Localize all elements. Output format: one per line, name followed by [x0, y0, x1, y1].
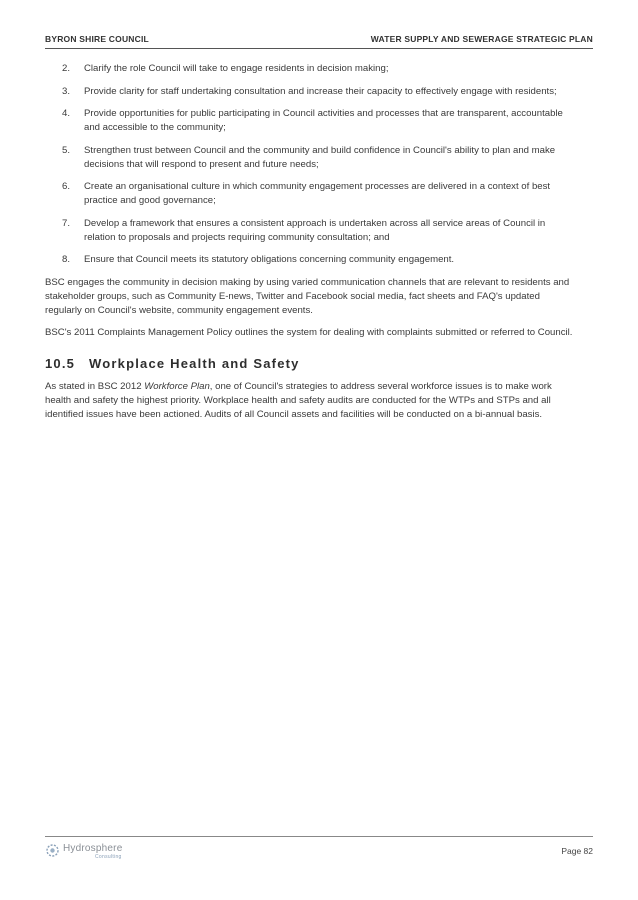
list-item-number: 4.	[62, 108, 71, 119]
list-item	[45, 107, 578, 135]
complaints-paragraph: BSC's 2011 Complaints Management Policy outlines the system for dealing with complaints submitted or referred to Council.	[45, 326, 573, 338]
hydrosphere-logo	[45, 843, 135, 865]
logo-wordmark: Hydrosphere	[63, 843, 123, 854]
list-item-text: Ensure that Council meets its statutory obligations concerning community engagement.	[84, 254, 455, 265]
list-item	[45, 180, 578, 208]
whs-text-end: , one of Council's strategies to address several workforce issues is to make work health and safety the highest priority. Workplace health and safety audits are conducted for the WTPs and STPs and all identified issues have been actioned. Audits of all Council assets and facilities will be conducted on a bi-annual basis.	[45, 380, 552, 420]
list-item-number: 3.	[62, 85, 71, 97]
header-organisation: BYRON SHIRE COUNCIL	[45, 34, 149, 44]
list-item	[45, 144, 578, 172]
logo-subtitle: Consulting	[95, 854, 122, 860]
page-content	[45, 62, 578, 430]
whs-text-start: As stated in BSC 2012	[45, 380, 145, 392]
page-number: Page 82	[561, 846, 593, 856]
section-heading	[45, 356, 578, 372]
list-item-text: Strengthen trust between Council and the community and build confidence in Council's ability to plan and make decisions that will respond to present and future needs;	[84, 144, 556, 170]
objectives-list	[45, 62, 578, 267]
whs-paragraph	[45, 380, 578, 422]
list-item-number: 5.	[62, 144, 71, 156]
list-item-text: Provide clarity for staff undertaking consultation and increase their capacity to effectively engage with residents;	[84, 85, 557, 97]
list-item-text: Create an organisational culture in which community engagement processes are delivered in a context of best practice and good governance;	[84, 181, 551, 206]
section-number: 10.5	[45, 355, 76, 371]
engagement-paragraph: BSC engages the community in decision making by using varied communication channels that are relevant to residents and stakeholder groups, such as Community E-news, Twitter and Facebook social media, fact sheets and FAQ's updated regularly on Council's website, community engagement events.	[45, 276, 570, 316]
hydrosphere-logo-icon	[45, 843, 60, 858]
list-item	[45, 253, 578, 267]
page-header	[45, 34, 593, 49]
list-item-number: 2.	[62, 63, 71, 74]
list-item	[45, 62, 578, 76]
list-item	[45, 217, 578, 245]
header-document-title: WATER SUPPLY AND SEWERAGE STRATEGIC PLAN	[370, 34, 593, 44]
workforce-plan-title: Workforce Plan	[144, 380, 210, 392]
list-item	[45, 85, 578, 99]
list-item-text: Develop a framework that ensures a consistent approach is undertaken across all service areas of Council in relation to proposals and projects requiring community consultation; and	[84, 217, 546, 243]
list-item-number: 8.	[62, 254, 71, 265]
section-title: Workplace Health and Safety	[89, 355, 300, 371]
list-item-number: 6.	[62, 181, 71, 192]
list-item-text: Provide opportunities for public participating in Council activities and processes that are transparent, accountable and accessible to the community;	[84, 108, 563, 133]
footer-rule	[45, 836, 593, 837]
list-item-number: 7.	[62, 217, 71, 229]
list-item-text: Clarify the role Council will take to engage residents in decision making;	[84, 63, 389, 74]
